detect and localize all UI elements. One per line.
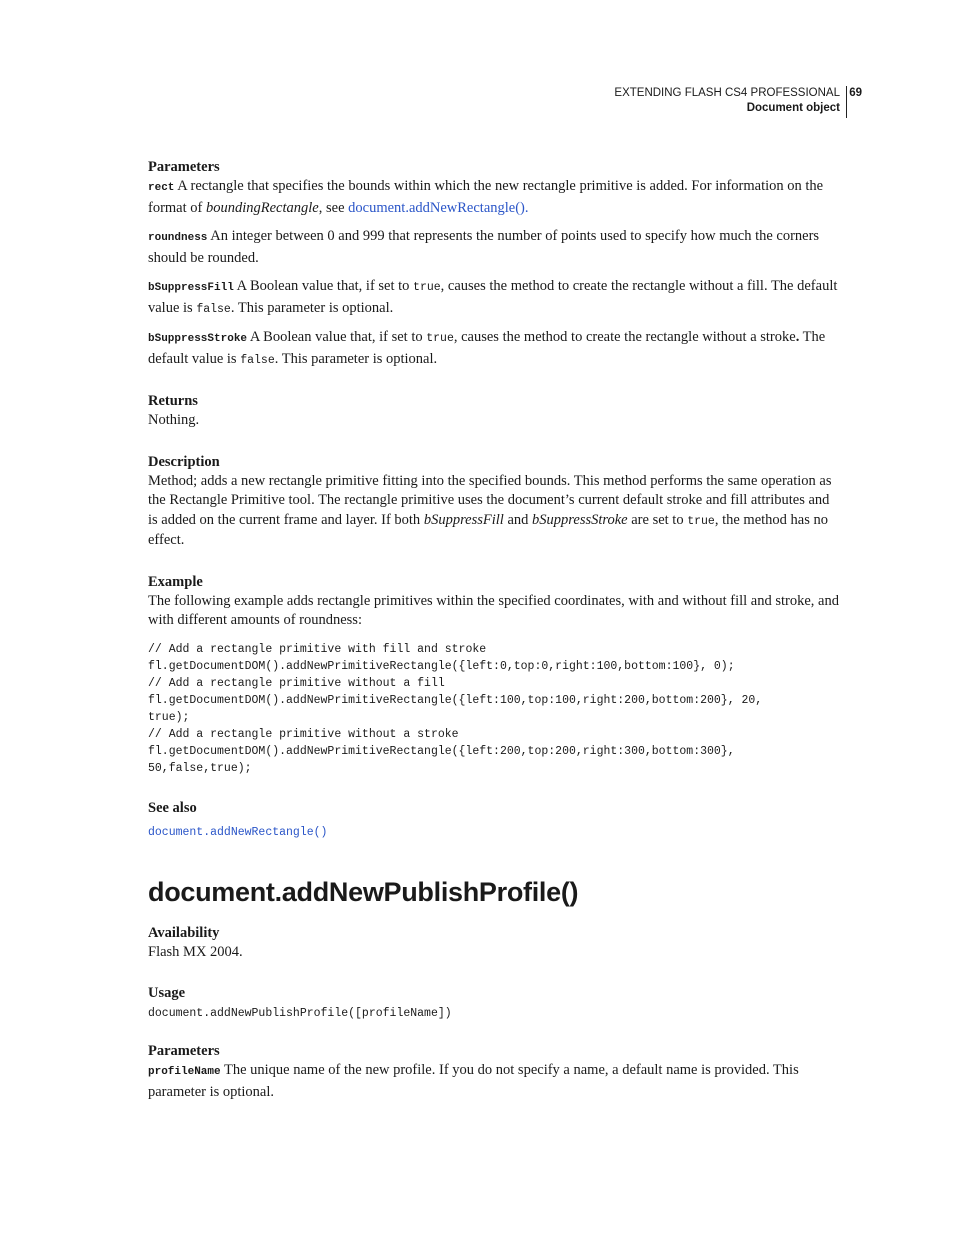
param-bsuppressfill: bSuppressFill A Boolean value that, if set to true, causes the method to create the rectangle without a fill. The default value is false. This parameter is optional. <box>148 278 838 316</box>
param-roundness: roundness An integer between 0 and 999 that represents the number of points used to specify how much the corners should be rounded. <box>148 228 820 266</box>
param-profilename: profileName The unique name of the new profile. If you do not specify a name, a default name is provided. This parameter is optional. <box>148 1062 799 1100</box>
code-example <box>148 641 840 777</box>
code-line: 50,false,true); <box>148 761 252 775</box>
code-line: fl.getDocumentDOM().addNewPrimitiveRectangle({left:100,top:100,right:200,bottom:200}, 20, <box>148 693 763 707</box>
availability-text: Flash MX 2004. <box>148 943 243 960</box>
code-line: // Add a rectangle primitive without a stroke <box>148 727 459 741</box>
example-text: The following example adds rectangle primitives within the specified coordinates, with and without fill and stroke, and with different amounts of roundness: <box>148 592 839 628</box>
code-line: // Add a rectangle primitive with fill and stroke <box>148 642 487 656</box>
param-rect: rect A rectangle that specifies the bounds within which the new rectangle primitive is added. For information on the format of boundingRectangle, see document.addNewRectangle(). <box>148 178 824 216</box>
section-title-publish-profile: document.addNewPublishProfile() <box>148 876 579 907</box>
availability-heading: Availability <box>148 924 220 941</box>
param-bsuppressstroke: bSuppressStroke A Boolean value that, if set to true, causes the method to create the rectangle without a stroke. The default value is false. This parameter is optional. <box>148 329 826 367</box>
returns-text: Nothing. <box>148 412 200 428</box>
param-name: rect <box>148 182 175 194</box>
param-name: bSuppressStroke <box>148 333 248 345</box>
usage-heading: Usage <box>148 985 186 1001</box>
param-name: profileName <box>148 1066 221 1078</box>
parameters-heading-2: Parameters <box>148 1043 220 1059</box>
running-header <box>614 86 862 116</box>
code-line: fl.getDocumentDOM().addNewPrimitiveRectangle({left:200,top:200,right:300,bottom:300}, <box>148 744 735 758</box>
book-title: EXTENDING FLASH CS4 PROFESSIONAL <box>614 87 840 99</box>
returns-heading: Returns <box>148 393 198 409</box>
description-text: Method; adds a new rectangle primitive fitting into the specified bounds. This method performs the same operation as the Rectangle Primitive tool. The rectangle primitive uses the document’s current default stroke and fill attributes and is added on the current frame and layer. If both bSuppressFill and bSuppressStroke are set to true, the method has no effect. <box>148 472 832 548</box>
example-heading: Example <box>148 573 203 590</box>
parameters-heading: Parameters <box>148 159 220 175</box>
param-name: bSuppressFill <box>148 282 234 294</box>
page-content <box>148 158 840 1102</box>
code-line: // Add a rectangle primitive without a fill <box>148 676 445 690</box>
see-also-heading: See also <box>148 799 197 816</box>
code-line: true); <box>148 710 190 724</box>
description-heading: Description <box>148 453 220 470</box>
usage-code: document.addNewPublishProfile([profileName]) <box>148 1007 452 1020</box>
page-number: 69 <box>849 87 862 99</box>
section-title: Document object <box>746 102 840 114</box>
code-line: fl.getDocumentDOM().addNewPrimitiveRectangle({left:0,top:0,right:100,bottom:100}, 0); <box>148 659 735 673</box>
param-name: roundness <box>148 232 208 244</box>
header-divider <box>846 86 847 118</box>
add-new-rectangle-link[interactable]: document.addNewRectangle() <box>348 199 525 216</box>
see-also-link[interactable]: document.addNewRectangle() <box>148 825 328 839</box>
